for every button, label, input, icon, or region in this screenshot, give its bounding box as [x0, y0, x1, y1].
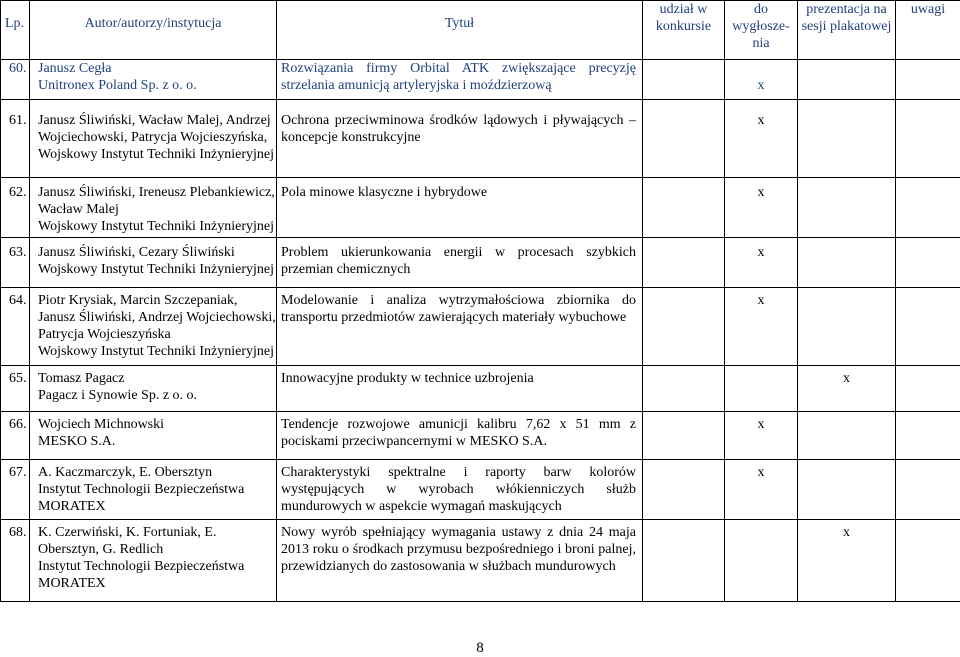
- row-mark: x: [725, 288, 798, 366]
- row-number: 66.: [1, 412, 30, 460]
- row-author: K. Czerwiński, K. Fortuniak, E. Obersztyn, G. Redlich Instytut Technologii Bezpieczeństwa MORATEX: [30, 520, 277, 602]
- row-title: Innowacyjne produkty w technice uzbrojenia: [277, 366, 643, 412]
- row-number: 64.: [1, 288, 30, 366]
- table-row: [1, 366, 960, 412]
- row-number: 61.: [1, 100, 30, 178]
- header-notes: uwagi: [896, 1, 960, 60]
- row-title: Modelowanie i analiza wytrzymałościowa zbiornika do transportu przedmiotów zawierających materiały wybuchowe: [277, 288, 643, 366]
- row-title: Pola minowe klasyczne i hybrydowe: [277, 178, 643, 238]
- row-author: Janusz Śliwiński, Wacław Malej, Andrzej Wojciechowski, Patrycja Wojcieszyńska, Wojskowy Instytut Techniki Inżynieryjnej: [30, 100, 277, 178]
- row-author: Tomasz Pagacz Pagacz i Synowie Sp. z o. o.: [30, 366, 277, 412]
- header-lp: Lp.: [1, 1, 30, 60]
- row-author: Janusz Śliwiński, Cezary Śliwiński Wojskowy Instytut Techniki Inżynieryjnej: [30, 238, 277, 288]
- header-competition: udział w konkursie: [643, 1, 725, 60]
- row-mark: x: [725, 178, 798, 238]
- table-row: [1, 60, 960, 100]
- header-notify: do wygłosze-nia: [725, 1, 798, 60]
- page-number: 8: [476, 640, 484, 656]
- row-title: Charakterystyki spektralne i raporty barw kolorów występujących w wyrobach włókienniczych służb mundurowych w aspekcie wymagań maskujących: [277, 460, 643, 520]
- row-number: 67.: [1, 460, 30, 520]
- row-mark: x: [725, 460, 798, 520]
- row-number: 65.: [1, 366, 30, 412]
- table-row: [1, 520, 960, 602]
- row-mark: x: [798, 366, 896, 412]
- row-author: Piotr Krysiak, Marcin Szczepaniak, Janusz Śliwiński, Andrzej Wojciechowski, Patrycja Wojcieszyńska Wojskowy Instytut Techniki Inżynieryjnej: [30, 288, 277, 366]
- header-poster: prezentacja na sesji plakatowej: [798, 1, 896, 60]
- row-title: Problem ukierunkowania energii w procesach szybkich przemian chemicznych: [277, 238, 643, 288]
- row-number: 68.: [1, 520, 30, 602]
- header-author: Autor/autorzy/instytucja: [30, 1, 277, 60]
- row-number: 62.: [1, 178, 30, 238]
- row-mark: x: [725, 100, 798, 178]
- row-title: Nowy wyrób spełniający wymagania ustawy z dnia 24 maja 2013 roku o środkach przymusu bezpośredniego i broni palnej, przewidzianych do zastosowania w służbach mundurowych: [277, 520, 643, 602]
- table-row: [1, 178, 960, 238]
- row-mark: x: [798, 520, 896, 602]
- row-title: Tendencje rozwojowe amunicji kalibru 7,62 x 51 mm z pociskami przeciwpancernymi w MESKO S.A.: [277, 412, 643, 460]
- row-author: Janusz Cegła Unitronex Poland Sp. z o. o.: [30, 60, 277, 100]
- table-row: [1, 288, 960, 366]
- row-number: 63.: [1, 238, 30, 288]
- table-row: [1, 100, 960, 178]
- table-row: [1, 412, 960, 460]
- row-number: 60.: [1, 60, 30, 100]
- row-author: Janusz Śliwiński, Ireneusz Plebankiewicz, Wacław Malej Wojskowy Instytut Techniki Inżynieryjnej: [30, 178, 277, 238]
- row-mark: x: [725, 60, 798, 100]
- table-row: [1, 238, 960, 288]
- row-author: Wojciech Michnowski MESKO S.A.: [30, 412, 277, 460]
- row-title: Rozwiązania firmy Orbital ATK zwiększające precyzję strzelania amunicją artyleryjska i moździerzową: [277, 60, 643, 100]
- row-mark: x: [725, 238, 798, 288]
- header-row: [1, 1, 960, 60]
- row-author: A. Kaczmarczyk, E. Obersztyn Instytut Technologii Bezpieczeństwa MORATEX: [30, 460, 277, 520]
- row-title: Ochrona przeciwminowa środków lądowych i pływających – koncepcje konstrukcyjne: [277, 100, 643, 178]
- row-mark: x: [725, 412, 798, 460]
- header-title: Tytuł: [277, 1, 643, 60]
- table-row: [1, 460, 960, 520]
